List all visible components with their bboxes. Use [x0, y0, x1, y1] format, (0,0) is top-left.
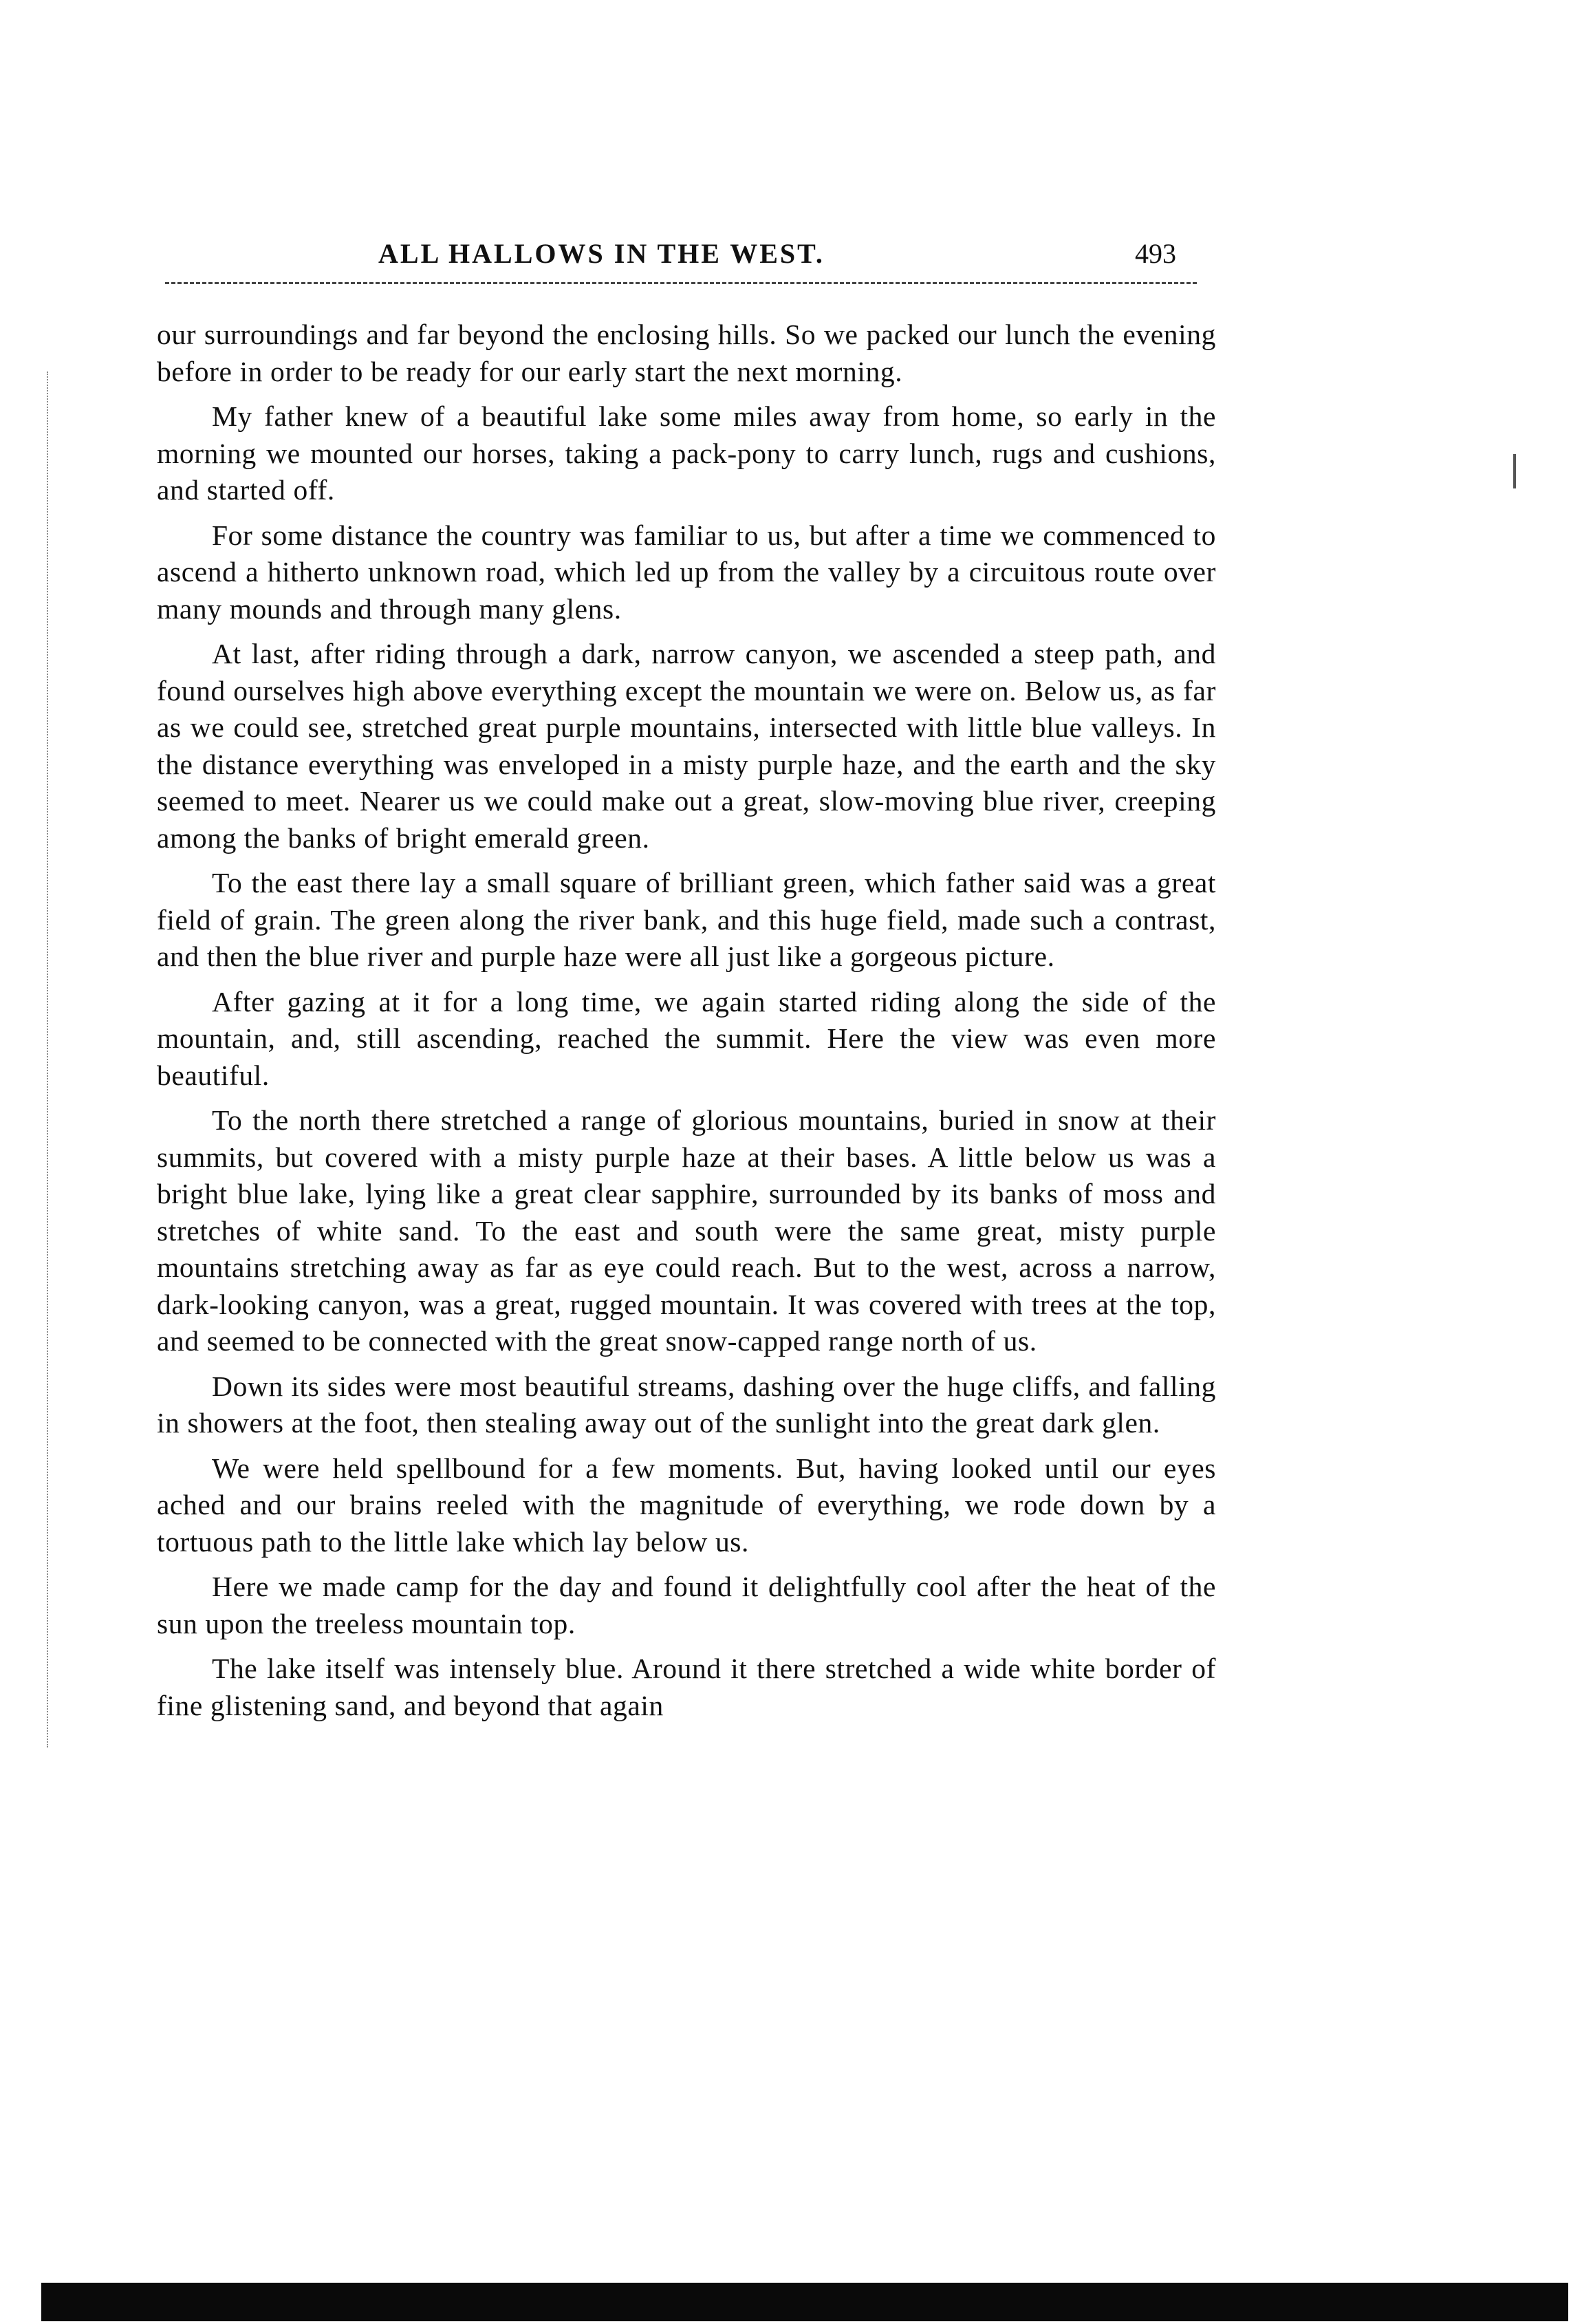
paragraph-10: Here we made camp for the day and found it delightfully cool after the heat of the sun upon the treeless mountain top.: [157, 1571, 1216, 1639]
paragraph-3: For some distance the country was familiar to us, but after a time we commenced to ascend a hitherto unknown road, which led up from the valley by a circuitous route over many mounds and through many glens.: [157, 519, 1216, 625]
running-title: ALL HALLOWS IN THE WEST.: [378, 238, 825, 269]
paragraph-2: My father knew of a beautiful lake some miles away from home, so early in the morning we mounted our horses, taking a pack-pony to carry lunch, rugs and cushions, and started off.: [157, 400, 1216, 506]
paragraph-1: our surroundings and far beyond the enclosing hills. So we packed our lunch the evening before in order to be ready for our early start the next morning.: [157, 319, 1216, 387]
body-text: [157, 316, 1216, 1732]
page-header: [158, 237, 1204, 286]
right-margin-mark: [1513, 454, 1516, 488]
paragraph-8: Down its sides were most beautiful streams, dashing over the huge cliffs, and falling in showers at the foot, then stealing away out of the sunlight into the great dark glen.: [157, 1370, 1216, 1439]
paragraph-5: To the east there lay a small square of brilliant green, which father said was a great field of grain. The green along the river bank, and this huge field, made such a contrast, and then the blue river and purple haze were all just like a gorgeous picture.: [157, 867, 1216, 972]
paragraph-11: The lake itself was intensely blue. Around it there stretched a wide white border of fine glistening sand, and beyond that again: [157, 1653, 1216, 1721]
paragraph-6: After gazing at it for a long time, we again started riding along the side of the mountain, and, still ascending, reached the summit. Here the view was even more beautiful.: [157, 985, 1216, 1091]
paragraph-9: We were held spellbound for a few moments. But, having looked until our eyes ached and our brains reeled with the magnitude of everything, we rode down by a tortuous path to the little lake which lay below us.: [157, 1452, 1216, 1558]
left-margin-specks: [47, 372, 52, 1747]
paragraph-4: At last, after riding through a dark, narrow canyon, we ascended a steep path, and found ourselves high above everything except the mountain we were on. Below us, as far as we could see, stretched great purple mountains, intersected with little blue valleys. In the distance everything was enveloped in a misty purple haze, and the earth and the sky seemed to meet. Nearer us we could make out a great, slow-moving blue river, creeping among the banks of bright emerald green.: [157, 638, 1216, 854]
paragraph-7: To the north there stretched a range of glorious mountains, buried in snow at their summits, but covered with a misty purple haze at their bases. A little below us was a bright blue lake, lying like a great clear sapphire, surrounded by its banks of moss and stretches of white sand. To the east and south were the same great, misty purple mountains stretching away as far as eye could reach. But to the west, across a narrow, dark-looking canyon, was a great, rugged mountain. It was covered with trees at the top, and seemed to be connected with the great snow-capped range north of us.: [157, 1104, 1216, 1357]
page-number: 493: [1135, 238, 1176, 269]
header-rule: [165, 282, 1197, 284]
scan-bottom-bar: [41, 2283, 1568, 2321]
